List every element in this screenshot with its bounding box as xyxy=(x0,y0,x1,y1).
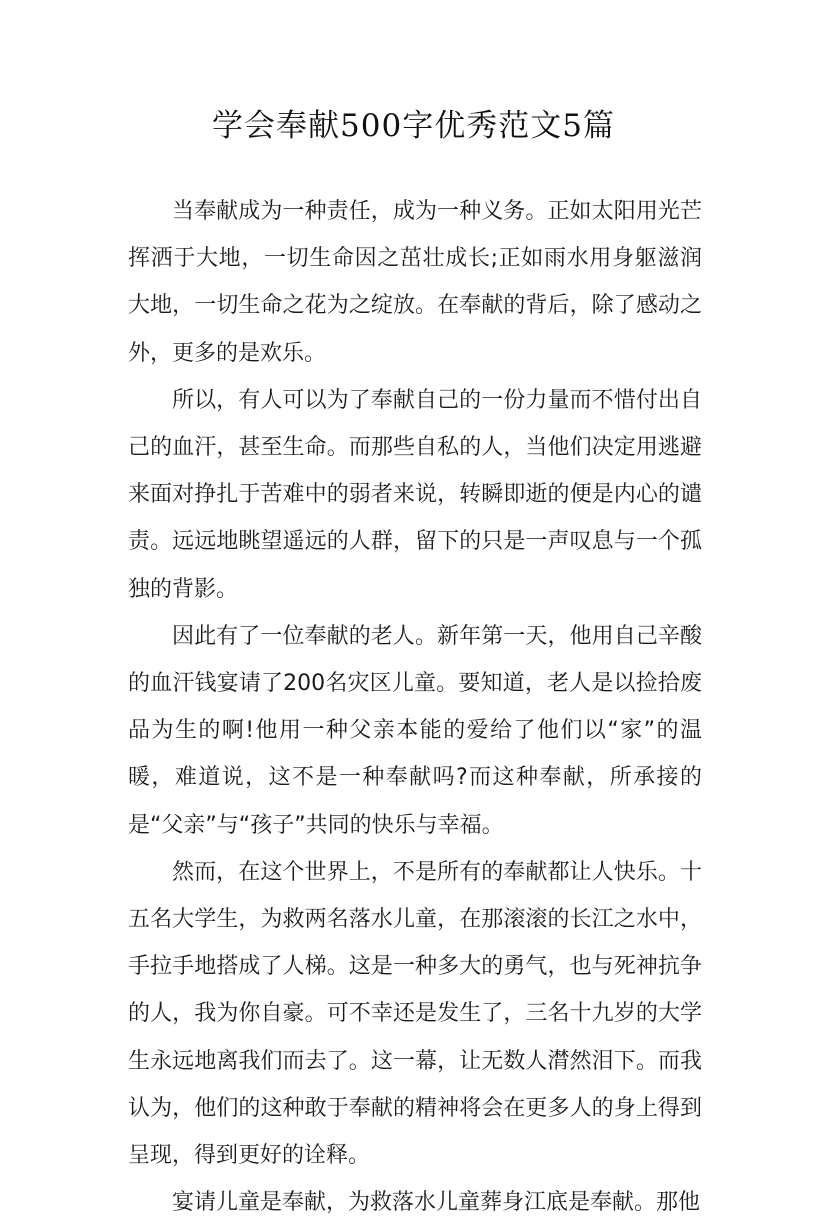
paragraph-4: 然而，在这个世界上，不是所有的奉献都让人快乐。十五名大学生，为救两名落水儿童，在那滚滚的长江之水中，手拉手地搭成了人梯。这是一种多大的勇气，也与死神抗争的人，我为你自豪。可不幸还是发生了，三名十九岁的大学生永远地离我们而去了。这一幕，让无数人潸然泪下。而我认为，他们的这种敢于奉献的精神将会在更多人的身上得到呈现，得到更好的诠释。 xyxy=(128,859,702,1169)
document-title: 学会奉献500字优秀范文5篇 xyxy=(212,108,615,144)
paragraph-5: 宴请儿童是奉献，为救落水儿童葬身江底是奉献。那他 xyxy=(172,1190,701,1216)
paragraph-2: 所以，有人可以为了奉献自己的一份力量而不惜付出自己的血汗，甚至生命。而那些自私的人，当他们决定用逃避来面对挣扎于苦难中的弱者来说，转瞬即逝的便是内心的谴责。远远地眺望遥远的人群，留下的只是一声叹息与一个孤独的背影。 xyxy=(128,387,702,602)
paragraph-1: 当奉献成为一种责任，成为一种义务。正如太阳用光芒挥洒于大地，一切生命因之茁壮成长;正如雨水用身躯滋润大地，一切生命之花为之绽放。在奉献的背后，除了感动之外，更多的是欢乐。 xyxy=(128,199,702,366)
paragraph-3: 因此有了一位奉献的老人。新年第一天，他用自己辛酸的血汗钱宴请了200名灾区儿童。要知道，老人是以捡拾废品为生的啊!他用一种父亲本能的爱给了他们以“家”的温暖，难道说，这不是一种奉献吗?而这种奉献，所承接的是“父亲”与“孩子”共同的快乐与幸福。 xyxy=(128,623,702,838)
document-body xyxy=(128,188,702,1226)
